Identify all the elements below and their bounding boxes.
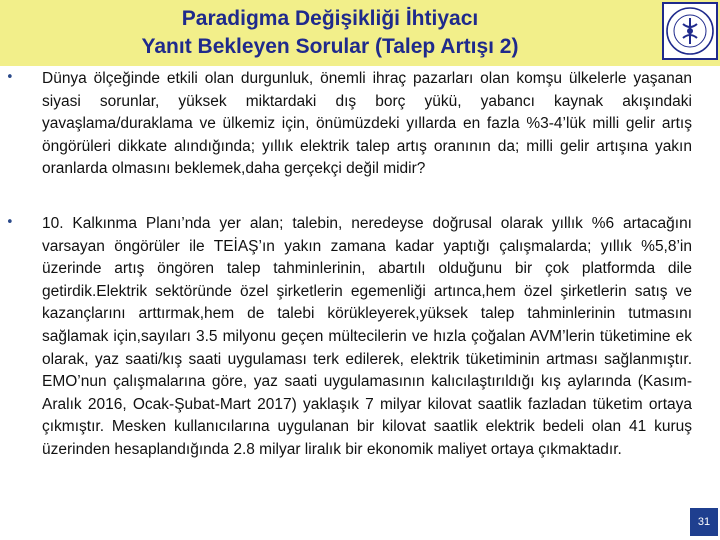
- page-number-badge: 31: [690, 508, 718, 536]
- emo-logo-icon: [662, 2, 718, 60]
- slide-title: Paradigma Değişikliği İhtiyacı: [181, 7, 479, 30]
- bullet-marker: •: [6, 215, 14, 230]
- title-bar: [0, 0, 720, 66]
- bullet-paragraph-1: Dünya ölçeğinde etkili olan durgunluk, önemli ihraç pazarları olan komşu ülkelerle yaşanan siyasi sorunlar, yüksek miktardaki dış borç yükü, yabancı kaynak akışındaki yavaşlama/duraklama ve ülkemiz için, önümüzdeki yıllarda en fazla %3-4’lük milli gelir artış öngörüleri dikkate alındığında; yıllık elektrik talep artış oranının da; milli gelir artışına yakın oranlarda olmasını beklemek,daha gerçekçi değil midir?: [42, 70, 692, 178]
- bullet-paragraph-2: 10. Kalkınma Planı’nda yer alan; talebin, neredeyse doğrusal olarak yıllık %6 artacağını varsayan öngörüler ile TEİAŞ’ın yakın zamana kadar yaptığı çalışmalarda; yıllık %5,8’in üzerinde artış öngören talep tahminlerinin, abartılı olduğunu bir çok platformda dile getirdik.Elektrik sektöründe özel şirketlerin egemenliği artınca,hem özel şirketlerin satış ve kazançlarını arttırmak,hem de talebi körükleyerek,yüksek talep tahminlerinin tutmasını sağlamak için,sayıları 3.5 milyonu geçen mültecilerin ve hızla çoğalan AVM’lerin tüketimine ek olarak, yaz saati/kış saati uygulaması terk edilerek, elektrik tüketiminin artması sağlanmıştır. EMO’nun çalışmalarına göre, yaz saati uygulamasının kalıcılaştırıldığı kış aylarında (Kasım-Aralık 2016, Ocak-Şubat-Mart 2017) yaklaşık 7 milyar kilovat saatlik fazladan tüketim ortaya çıkmıştır. Mesken kullanıcılarına uygulanan bir kilovat saatlik elektrik bedeli olan 41 kuruş üzerinden hesaplandığında 2.8 milyar liralık bir ekonomik maliyet ortaya çıkmaktadır.: [42, 215, 692, 458]
- slide-subtitle: Yanıt Bekleyen Sorular (Talep Artışı 2): [141, 35, 519, 58]
- bullet-marker: •: [6, 70, 14, 85]
